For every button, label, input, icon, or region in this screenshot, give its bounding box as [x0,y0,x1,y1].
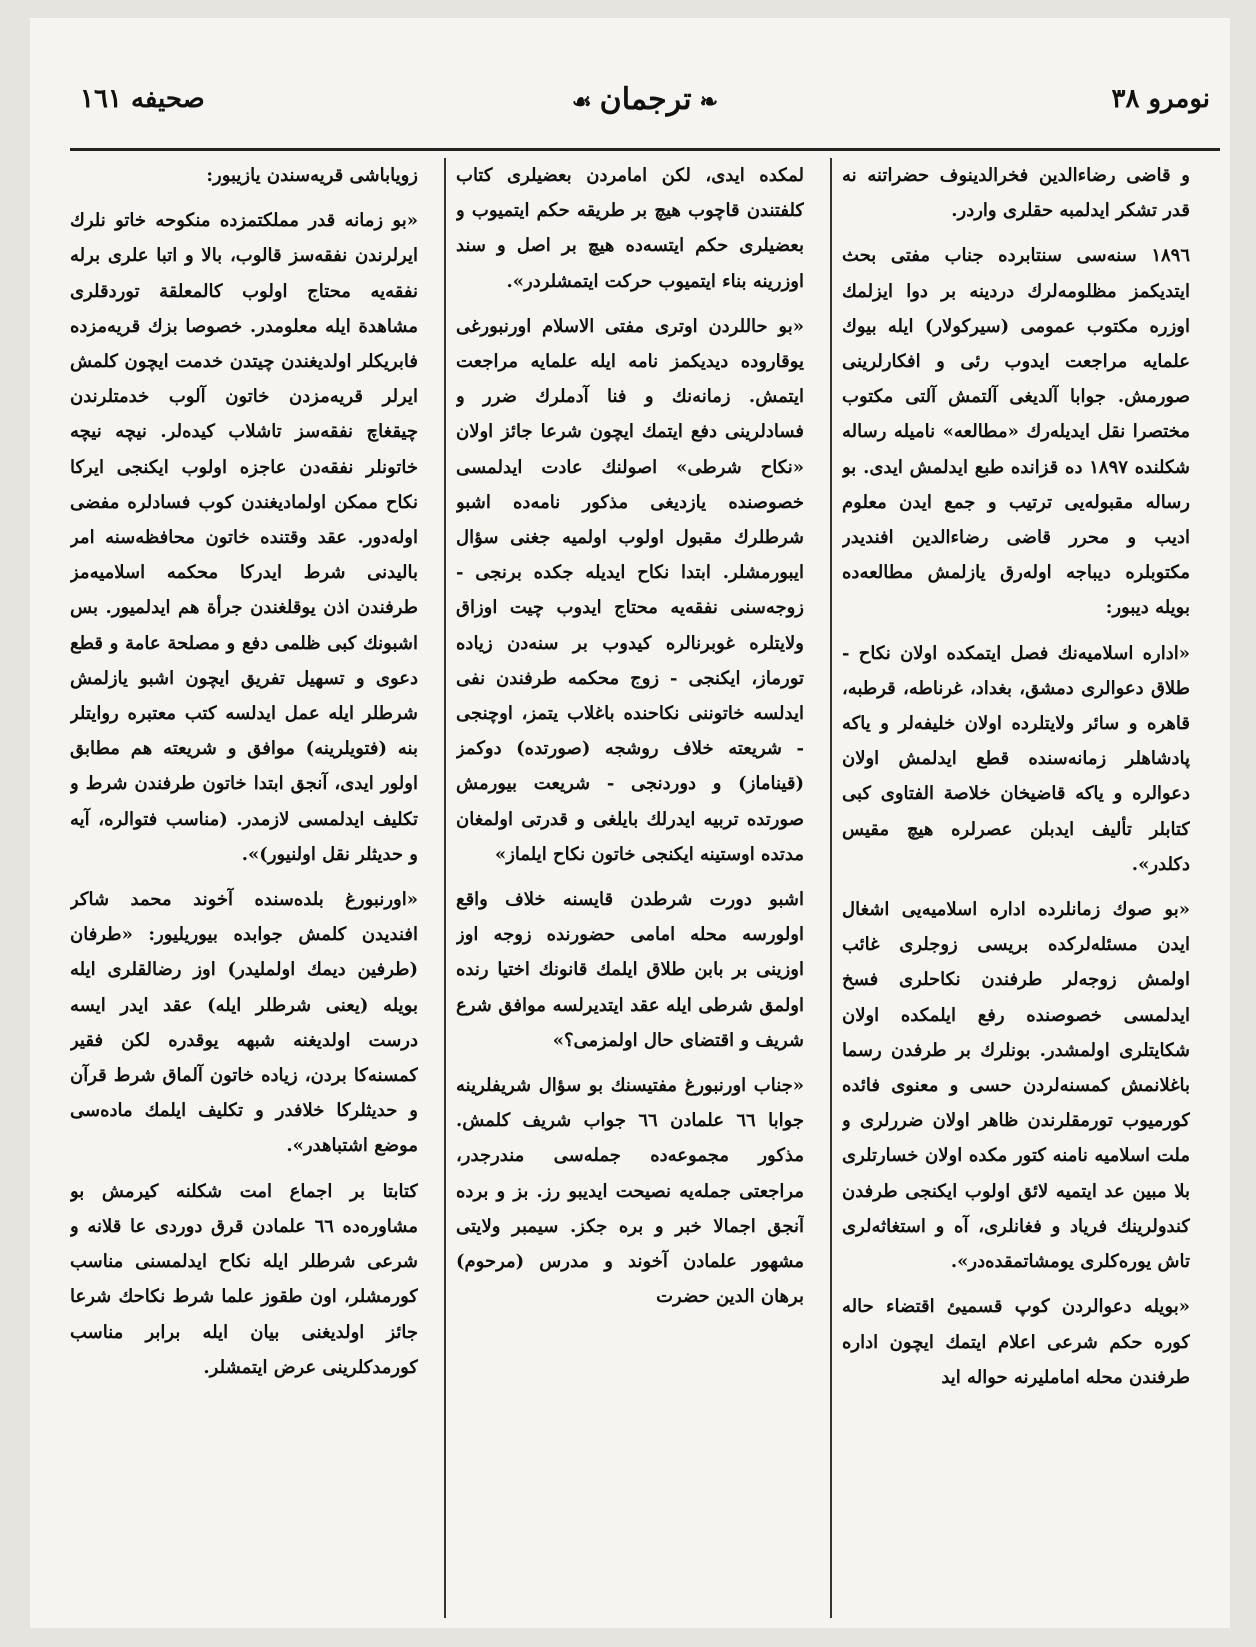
paragraph: «جناب اورنبورغ مفتيسنك بو سؤال شريفلرينه جوابا ٦٦ علمادن ٦٦ جواب شريف كلمش. مذكور مجموعه‌ده جمله‌سى مندرجدر، مراجعتى جمله‌يه نصيحت ايديبو رز. بز و برده آنجق اجمالا خبر و بره جكز. سيمبر ولايتى مشهور علمادن آخوند و مدرس (مرحوم) برهان الدين حضرت [456,1075,804,1308]
paragraph: «اداره اسلاميه‌نك فصل ايتمكده اولان نكاح - طلاق دعوالرى دمشق، بغداد، غرناطه، قرطبه، قاهره و سائر ولايتلرده اولان خليفه‌لر و ياكه پادشاهلر زمانه‌سنده قطع ايدلمش اولان دعوالره و ياكه قاضيخان خلاصة الفتاوى كبى كتابلر تأليف ايدبلن عصرلره هيچ مقيس دكلدر». [842,642,1190,875]
paragraph: «بويله دعوالردن كوپ قسميئ اقتضاء حاله كوره حكم شرعى اعلام ايتمك ايچون اداره طرفندن محله امامليرنه حواله ايد [842,1296,1190,1388]
paragraph: «بو حاللردن اوترى مفتى الاسلام اورنبورغى يوقاروده ديديكمز نامه ايله علمايه مراجعت ايتمش. زمانه‌نك و فنا آدملرك ضرر و فسادلرينى دفع ايتمك ايچون شرعا جائز اولان «نكاح شرطى» اصولنك عادت ايدلمسى خصوصنده يازديغى مذكور نامه‌ده اشبو شرطلرك مقبول اولوب اولميه جغنى سؤال ايبورمشلر. ابتدا نكاح ايديله جكده برنجى - زوجه‌سنى نفقه‌يه محتاج ايدوب چيت اوزاق ولايتلره غوبرنالره كيدوب بر سنه‌دن زياده تورماز، ايكنجى - زوج محكمه طرفندن نفى ايدلسه خاتوننى نكاحنده باغلاب يتمز، اوچنجى - شريعته خلاف روشجه (صورتده) دوكمز (قيناماز) و دوردنجى - شريعت بيورمش صورتده تربيه ايدرلك بايلغى و قدرتى اولمغان مدتده اوستينه ايكنجى خاتون نكاح ايلماز» [456,315,804,865]
page-number: صحيفه ١٦١ [80,84,205,114]
column-right [842,158,1190,1618]
column-divider [444,158,446,1618]
paragraph: ١٨٩٦ سنه‌سى سنتابرده جناب مفتى بحث ايتديكمز مظلومه‌لرك دردينه بر دوا ايزلمك اوزره مكتوب عمومى (سيركولار) ايله بيوك علمايه مراجعت ايدوب رئى و افكارلرينى صورمش. جوابا آلديغى آلتمش آلتى مكتوب مختصرا نقل ايديله‌رك «مطالعه» ناميله رساله شكلنده ١٨٩٧ ده قزانده طبع ايدلمش ايدى. بو رساله مقبوله‌يى ترتيب و جمع ايدن معلوم اديب و محرر قاضى رضاءالدين افنديدر مكتوبلره ديباجه اوله‌رق يازلمش مطالعه‌ده بويله ديبور: [842,245,1190,619]
ornament-icon: ❧ [699,89,719,115]
paragraph: و قاضى رضاءالدين فخرالدينوف حضراتنه نه قدر تشكر ايدلمبه حقلرى واردر. [842,165,1190,222]
paragraph: كتابتا بر اجماع امت شكلنه كيرمش بو مشاوره‌ده ٦٦ علمادن قرق دوردى عا قلانه و شرعى شرطلر ايله نكاح ايدلمسنى مناسب كورمشلر، اون طقوز علما شرط نكاحك شرعا جائز اولديغنى بيان ايله برابر مناسب كورمدكلرينى عرض ايتمشلر. [70,1180,418,1378]
column-middle [456,158,804,1618]
issue-number: نومرو ٣٨ [1111,84,1210,114]
masthead [520,82,770,117]
paragraph: «بو صوك زمانلرده اداره اسلاميه‌يى اشغال ايدن مسئله‌لركده بريسى زوجلرى غائب اولمش زوجه‌لر طرفندن نكاحلرى فسخ ايدلمسى خصوصنده رفع ايلمكده اولان شكايتلرى اولمشدر. بونلرك بر طرفدن رسما باغلانمش كمسنه‌لردن حسى و معنوى فائده كورميوب تورمقلرندن ظاهر اولان ضررلرى و ملت اسلاميه نامنه كتور مكده اولان خسارتلرى بلا مبين عد ايتميه لائق اولوب ايكنجى طرفدن كندولرينك فرياد و فغانلرى، آه و استغاثه‌لرى تاش يوره‌كلرى يومشاتمقده‌در». [842,899,1190,1273]
paragraph: «اورنبورغ بلده‌سنده آخوند محمد شاكر افنديدن كلمش جوابده بيوريليور: «طرفان (طرفين ديمك اولمليدر) اوز رضالقلرى ايله بويله (يعنى شرطلر ايله) عقد ايدر ايسه درست اولديغنه شبهه يوقدره لكن فقير كمسنه‌كا بردن، زياده خاتون آلماق شرط قرآن و حديثلركا خلافدر و تكليف ايلمك ماده‌سى موضع اشتباهدر». [70,889,418,1157]
header-divider [70,148,1220,151]
ornament-icon: ☙ [571,89,592,115]
column-divider [830,158,832,1618]
page-header [70,78,1220,126]
newspaper-page [30,18,1230,1628]
newspaper-title: ترجمان [599,82,692,117]
paragraph: زوياباشى قريه‌سندن يازيبور: [206,165,418,186]
paragraph: لمكده ايدى، لكن امامردن بعضيلرى كتاب كلفتندن قاچوب هيچ بر طريقه حكم ايتميوب و بعضيلرى حكم ايتسه‌ده هيچ بر اصل و سند اوزرينه بناء ايتميوب حركت ايتمشلردر». [456,165,804,292]
column-left [70,158,418,1618]
paragraph: اشبو دورت شرطدن قايسنه خلاف واقع اولورسه محله امامى حضورنده زوجه اوز اوزينى بر بابن طلاق ايلمك قانونك اختيا رنده اولمق شرطى ايله عقد ايتديرلسه موافق شرع شريف و اقتضاى حال اولمزمى؟» [456,889,804,1051]
paragraph: «بو زمانه قدر مملكتمزده منكوحه خاتو نلرك ايرلرندن نفقه‌سز قالوب، بالا و اتبا علرى برله نفقه‌يه محتاج اولوب كالمعلقة توردقلرى مشاهدة ايله معلومدر. خصوصا بزك قريه‌مزده فابريكلر اولديغندن چيتدن خدمت ايچون كلمش ايرلر قريه‌مزدن خاتون آلوب خدمتلرندن چيقغاچ نفقه‌سز تاشلاب كيده‌لر. نيچه نيچه خاتونلر نفقه‌دن عاجزه اولوب ايكنجى ايركا نكاح ممكن اولماديغندن كوب فسادلره مفضى اوله‌دور. عقد وقتنده خاتون محافظه‌سنه امر باليدنى شرط ايدركا محكمه اسلاميه‌مز طرفندن اذن يوقلغندن جرأة هم ايدلميور. بس اشبونك كبى ظلمى دفع و مصلحة عامة و قطع دعوى و تسهيل تفريق ايچون اشبو يازلمش شرطلر ايله عمل ايدلسه كتب معتبره روايتلر بنه (فتويلرينه) موافق و شريعته هم مطابق اولور ايدى، آنجق ابتدا خاتون طرفندن شرط و تكليف ايدلمسى لازمدر. (مناسب فتوالره، آيه و حديثلر نقل اولنيور)». [70,210,418,865]
